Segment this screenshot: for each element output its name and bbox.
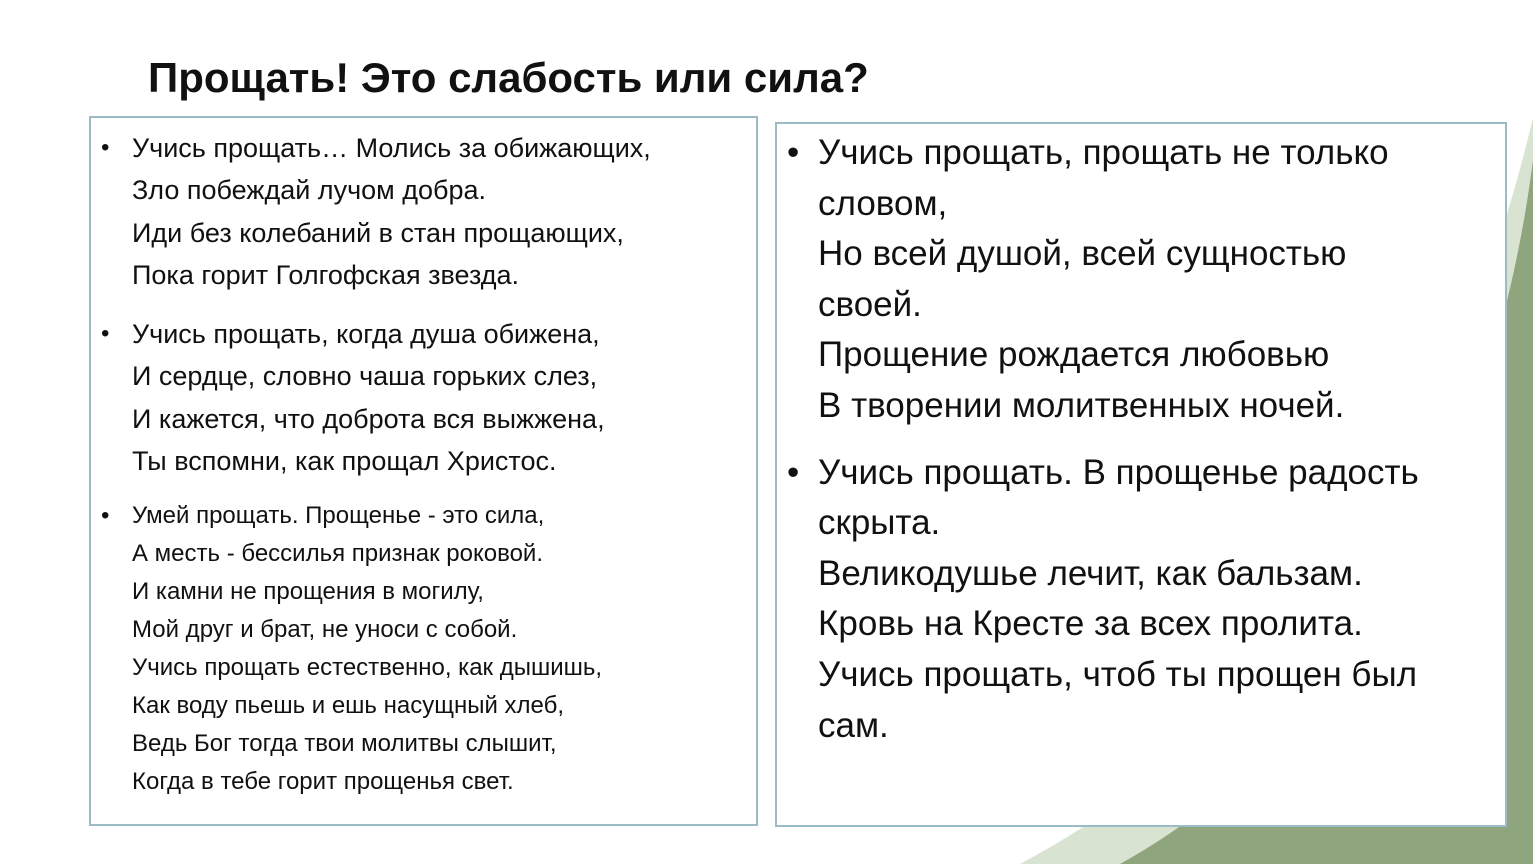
right-poem-box	[775, 122, 1507, 827]
poem-line: Умей прощать. Прощенье - это сила,	[132, 502, 545, 530]
poem-line: сам.	[818, 705, 889, 745]
poem-line: Как воду пьешь и ешь насущный хлеб,	[132, 691, 565, 719]
poem-line: Кровь на Кресте за всех пролита.	[818, 604, 1363, 644]
left-stanza-3	[101, 497, 651, 800]
poem-line: Мой друг и брат, не уноси с собой.	[132, 616, 518, 644]
bullet-marker: •	[787, 133, 800, 172]
poem-line: И сердце, словно чаша горьких слез,	[132, 361, 598, 392]
bullet-marker: •	[787, 452, 800, 492]
left-stanza-1	[101, 127, 651, 296]
poem-line: Учись прощать, чтоб ты прощен был	[818, 654, 1418, 694]
poem-line: Прощение рождается любовью	[818, 335, 1330, 375]
bullet-marker: •	[101, 502, 110, 530]
poem-line: Ведь Бог тогда твои молитвы слышит,	[132, 729, 557, 757]
poem-line: В творении молитвенных ночей.	[818, 385, 1345, 425]
bullet-marker: •	[101, 320, 110, 348]
left-stanza-2	[101, 313, 651, 482]
poem-line: Иди без колебаний в стан прощающих,	[132, 217, 624, 248]
poem-line: Когда в тебе горит прощенья свет.	[132, 767, 514, 795]
poem-line: Учись прощать, прощать не только	[818, 133, 1389, 172]
poem-line: Пока горит Голгофская звезда.	[132, 259, 520, 290]
right-stanza-1	[787, 128, 1419, 432]
slide-title: Прощать! Это слабость или сила?	[148, 54, 869, 101]
poem-line: Учись прощать, когда душа обижена,	[132, 319, 600, 350]
poem-line: словом,	[818, 183, 948, 223]
poem-line: Учись прощать. В прощенье радость	[818, 452, 1419, 492]
poem-line: скрыта.	[818, 503, 941, 543]
poem-line: И камни не прощения в могилу,	[132, 578, 484, 606]
poem-line: Учись прощать естественно, как дышишь,	[132, 654, 603, 681]
poem-line: И кажется, что доброта вся выжжена,	[132, 403, 605, 434]
poem-line: Зло побеждай лучом добра.	[132, 175, 486, 206]
poem-line: Но всей душой, всей сущностью	[818, 234, 1347, 274]
left-poem-box	[89, 116, 758, 826]
right-stanza-list	[787, 128, 1419, 751]
poem-line: Ты вспомни, как прощал Христос.	[132, 446, 557, 477]
poem-line: Учись прощать… Молись за обижающих,	[132, 133, 651, 163]
left-stanza-list	[101, 127, 651, 801]
right-stanza-2	[787, 448, 1419, 752]
poem-line: А месть - бессилья признак роковой.	[132, 540, 543, 568]
bullet-marker: •	[101, 134, 110, 161]
poem-line: своей.	[818, 284, 922, 324]
poem-line: Великодушье лечит, как бальзам.	[818, 553, 1363, 593]
